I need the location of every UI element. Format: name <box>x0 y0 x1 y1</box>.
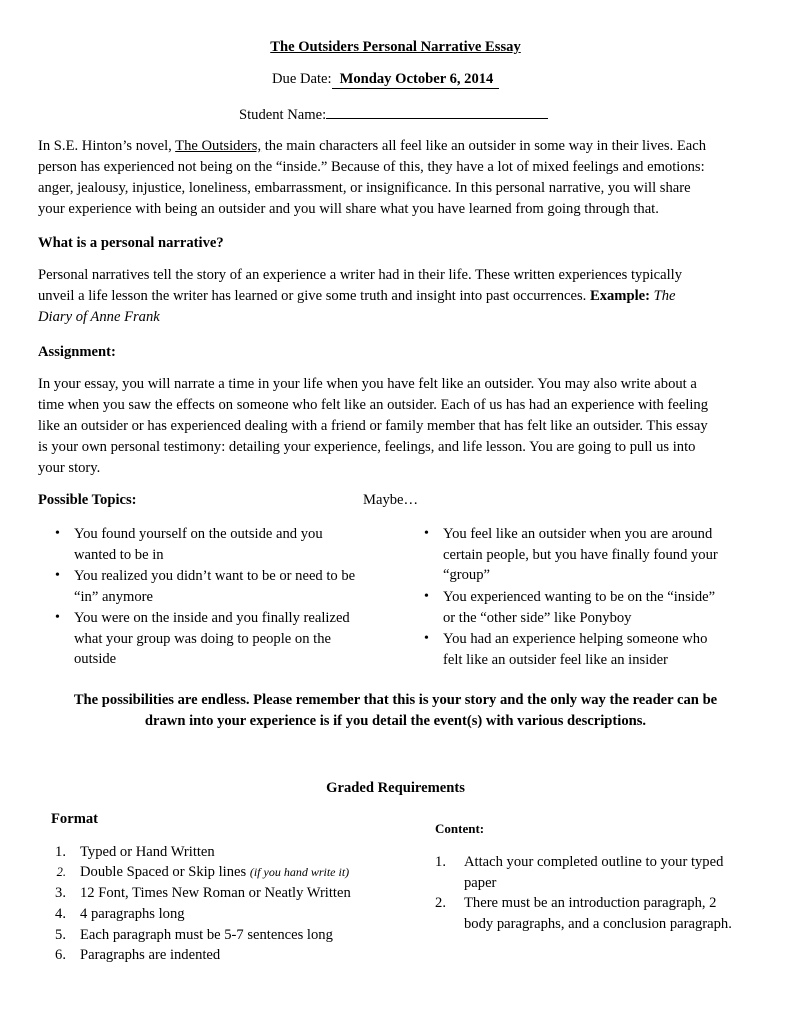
intro-line-2: person has experienced not being on the “inside.” Because of this, they have a lot of mixed feelings and emotions: <box>38 159 705 175</box>
topic-text: You realized you didn’t want to be or need to be <box>74 568 356 584</box>
content-item-text: Attach your completed outline to your typed <box>464 854 724 870</box>
intro-text: the main characters all feel like an outsider in some way in their lives. Each <box>261 138 707 154</box>
topic-left-3 <box>74 608 350 670</box>
example-title-cont: Diary of Anne Frank <box>38 309 160 325</box>
list-number: 1. <box>435 854 446 870</box>
page-title: The Outsiders Personal Narrative Essay <box>270 39 521 55</box>
topic-text: or the “other side” like Ponyboy <box>443 609 632 626</box>
bullet-icon: • <box>424 589 429 604</box>
notice-line-1: The possibilities are endless. Please remember that this is your story and the only way the reader can be <box>73 692 718 708</box>
bullet-icon: • <box>55 526 60 541</box>
topic-right-1 <box>443 524 718 586</box>
bullet-icon: • <box>424 526 429 541</box>
list-number: 4. <box>55 906 66 922</box>
student-name-blank[interactable] <box>326 104 548 119</box>
bullet-icon: • <box>424 631 429 646</box>
format-item: 4 paragraphs long <box>80 906 185 922</box>
intro-line-3: anger, jealousy, injustice, loneliness, embarrassment, or insignificance. In this personal narrative, you will share <box>38 180 691 196</box>
content-item <box>464 893 732 934</box>
list-number: 5. <box>55 927 66 943</box>
format-item-text: Double Spaced or Skip lines <box>80 864 250 880</box>
list-number: 1. <box>55 844 66 860</box>
notice-line-2: drawn into your experience is if you detail the event(s) with various descriptions. <box>144 713 647 729</box>
due-date-label: Due Date: <box>272 71 332 87</box>
bullet-icon: • <box>55 610 60 625</box>
book-title: The Outsiders, <box>175 138 262 154</box>
format-item: Paragraphs are indented <box>80 947 221 963</box>
assignment-heading: Assignment: <box>38 344 116 360</box>
assignment-line: your story. <box>38 460 101 476</box>
topic-text: wanted to be in <box>74 546 164 563</box>
list-number: 3. <box>55 885 66 901</box>
topic-text: “in” anymore <box>74 588 154 605</box>
what-text: unveil a life lesson the writer has learned or give some truth and insight into past occurrences. <box>38 288 590 304</box>
content-item-text: paper <box>464 874 497 891</box>
format-item <box>80 862 349 882</box>
topic-right-2 <box>443 587 715 628</box>
intro-text: In S.E. Hinton’s novel, <box>38 138 176 154</box>
content-heading: Content: <box>435 821 485 836</box>
what-heading: What is a personal narrative? <box>38 235 224 251</box>
list-number: 2. <box>435 895 446 911</box>
content-item <box>464 852 723 893</box>
topic-text: felt like an outsider feel like an insider <box>443 651 668 668</box>
topic-text: You experienced wanting to be on the “inside” <box>443 589 716 605</box>
what-line-1: Personal narratives tell the story of an experience a writer had in their life. These written experiences typically <box>38 267 683 283</box>
format-item-note: (if you hand write it) <box>249 865 350 879</box>
format-item: Each paragraph must be 5-7 sentences long <box>80 927 333 943</box>
example-label: Example: <box>589 288 650 304</box>
list-number: 6. <box>55 947 66 963</box>
assignment-line: is your own personal testimony: detailing your experience, feelings, and life lesson. You are going to pull us into <box>38 439 696 455</box>
content-item-text: There must be an introduction paragraph, 2 <box>464 895 717 911</box>
topic-text: You had an experience helping someone who <box>443 631 708 647</box>
assignment-line: In your essay, you will narrate a time in your life when you have felt like an outsider. You may also write about a <box>38 376 697 392</box>
format-item: 12 Font, Times New Roman or Neatly Written <box>80 885 351 901</box>
intro-line-1 <box>38 136 706 156</box>
format-heading: Format <box>51 811 99 827</box>
topic-text: outside <box>74 651 117 667</box>
topic-text: You found yourself on the outside and you <box>74 526 323 542</box>
maybe-label: Maybe… <box>363 492 419 508</box>
topic-text: certain people, but you have finally found your <box>443 546 718 563</box>
due-date-value: Monday October 6, 2014 <box>332 71 500 89</box>
assignment-line: time when you saw the effects on someone who felt like an outsider. Each of us has had an experience with feeling <box>38 397 709 413</box>
topic-right-3 <box>443 629 707 670</box>
assignment-line: like an outsider or has experienced dealing with a friend or family member that has felt like an outsider. This essay <box>38 418 708 434</box>
content-item-text: body paragraphs, and a conclusion paragraph. <box>464 915 732 932</box>
topics-heading: Possible Topics: <box>38 492 137 508</box>
topic-left-2 <box>74 566 355 607</box>
due-date <box>272 71 499 89</box>
topic-text: You were on the inside and you finally realized <box>74 610 350 626</box>
example-title: The <box>649 288 676 304</box>
topic-text: what your group was doing to people on the <box>74 630 331 647</box>
topic-left-1 <box>74 524 323 565</box>
intro-line-4: your experience with being an outsider and you will share what you have learned from going through that. <box>38 201 659 217</box>
requirements-heading: Graded Requirements <box>326 780 465 796</box>
student-name <box>239 104 548 124</box>
topic-text: You feel like an outsider when you are around <box>443 526 713 542</box>
topic-text: “group” <box>443 567 491 583</box>
what-line-2 <box>38 286 676 306</box>
student-name-label: Student Name: <box>239 107 327 123</box>
format-item: Typed or Hand Written <box>80 844 215 860</box>
bullet-icon: • <box>55 568 60 583</box>
list-number: 2. <box>56 865 66 879</box>
